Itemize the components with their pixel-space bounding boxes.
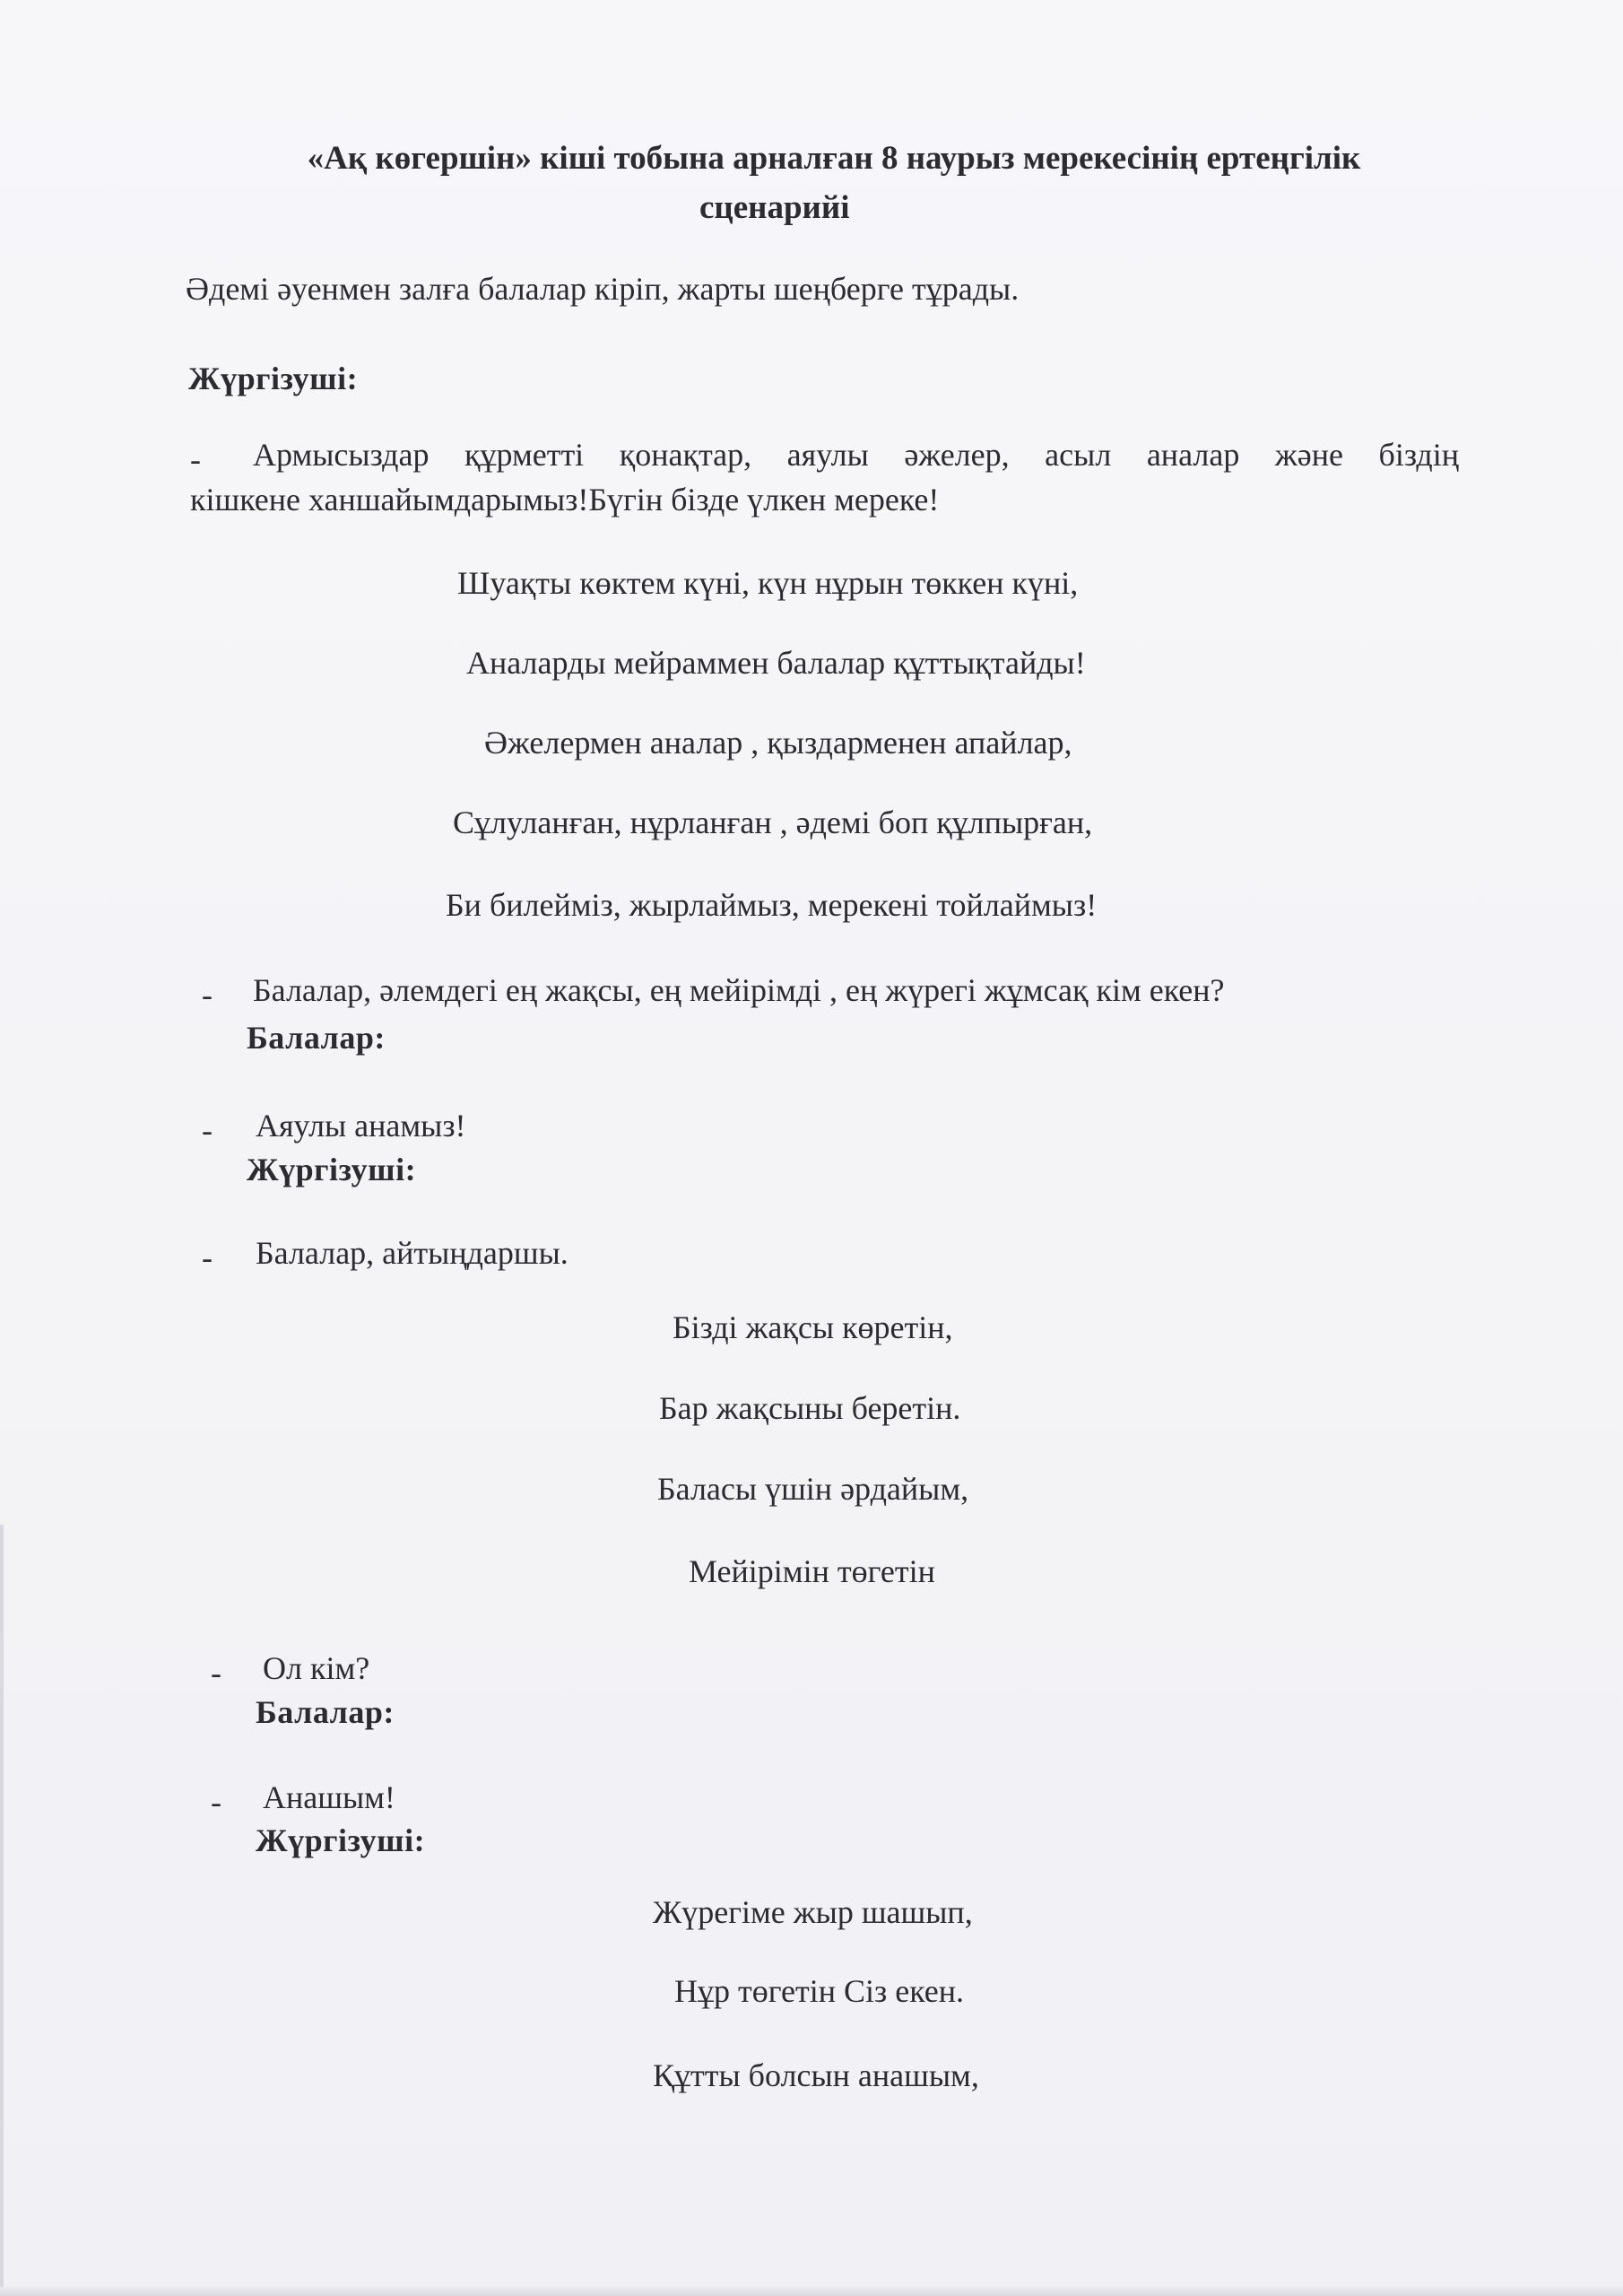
intro-stage-direction: Әдемі әуенмен залға балалар кіріп, жарты шеңберге тұрады. bbox=[186, 271, 1020, 307]
poem3-line-3: Құтты болсын анашым, bbox=[653, 2057, 979, 2093]
poem1-line-2: Аналарды мейраммен балалар құттықтайды! bbox=[466, 645, 1086, 681]
dash-marker-2: - bbox=[202, 977, 213, 1013]
question-1: Балалар, әлемдегі ең жақсы, ең мейірімді , ең жүрегі жұмсақ кім екен? bbox=[253, 972, 1225, 1008]
poem2-line-2: Бар жақсыны беретін. bbox=[659, 1390, 961, 1426]
speaker-host-1: Жүргізуші: bbox=[188, 361, 359, 396]
document-title-line-1: «Ақ көгершін» кіші тобына арналған 8 наурыз мерекесінің ертеңгілік bbox=[307, 140, 1361, 177]
prompt-2: Балалар, айтыңдаршы. bbox=[256, 1235, 568, 1271]
greeting-line-1: Армысыздар құрметті қонақтар, аяулы әжелер, асыл аналар және біздің bbox=[253, 437, 1459, 473]
speaker-children-1: Балалар: bbox=[247, 1020, 386, 1056]
poem3-line-2: Нұр төгетін Сіз екен. bbox=[674, 1973, 965, 2009]
poem2-line-4: Мейірімін төгетін bbox=[689, 1553, 935, 1589]
dash-marker-1: - bbox=[190, 441, 201, 477]
dash-marker-3: - bbox=[202, 1112, 213, 1148]
question-2: Ол кім? bbox=[263, 1650, 370, 1686]
answer-1: Аяулы анамыз! bbox=[256, 1108, 466, 1144]
greeting-line-2: кішкене ханшайымдарымыз!Бүгін бізде үлкен мереке! bbox=[190, 482, 940, 517]
speaker-children-2: Балалар: bbox=[256, 1694, 395, 1730]
document-title-line-2: сценарийі bbox=[699, 189, 850, 226]
poem2-line-1: Бізді жақсы көретін, bbox=[673, 1309, 953, 1345]
dash-marker-6: - bbox=[211, 1784, 221, 1820]
answer-2: Анашым! bbox=[263, 1779, 395, 1815]
poem1-line-1: Шуақты көктем күні, күн нұрын төккен күні, bbox=[457, 565, 1079, 601]
scan-edge-bottom bbox=[0, 2287, 1623, 2296]
speaker-host-3: Жүргізуші: bbox=[256, 1822, 426, 1858]
poem1-line-3: Әжелермен аналар , қыздарменен апайлар, bbox=[484, 725, 1072, 761]
dash-marker-5: - bbox=[211, 1655, 221, 1691]
dash-marker-4: - bbox=[202, 1239, 213, 1275]
poem1-line-4: Сұлуланған, нұрланған , әдемі боп құлпырған, bbox=[453, 804, 1093, 840]
poem1-line-5: Би билейміз, жырлаймыз, мерекені тойлаймыз! bbox=[446, 887, 1098, 923]
speaker-host-2: Жүргізуші: bbox=[247, 1152, 417, 1187]
poem2-line-3: Баласы үшін әрдайым, bbox=[657, 1471, 969, 1507]
scan-edge-left bbox=[0, 1525, 4, 2296]
poem3-line-1: Жүрегіме жыр шашып, bbox=[653, 1894, 973, 1930]
